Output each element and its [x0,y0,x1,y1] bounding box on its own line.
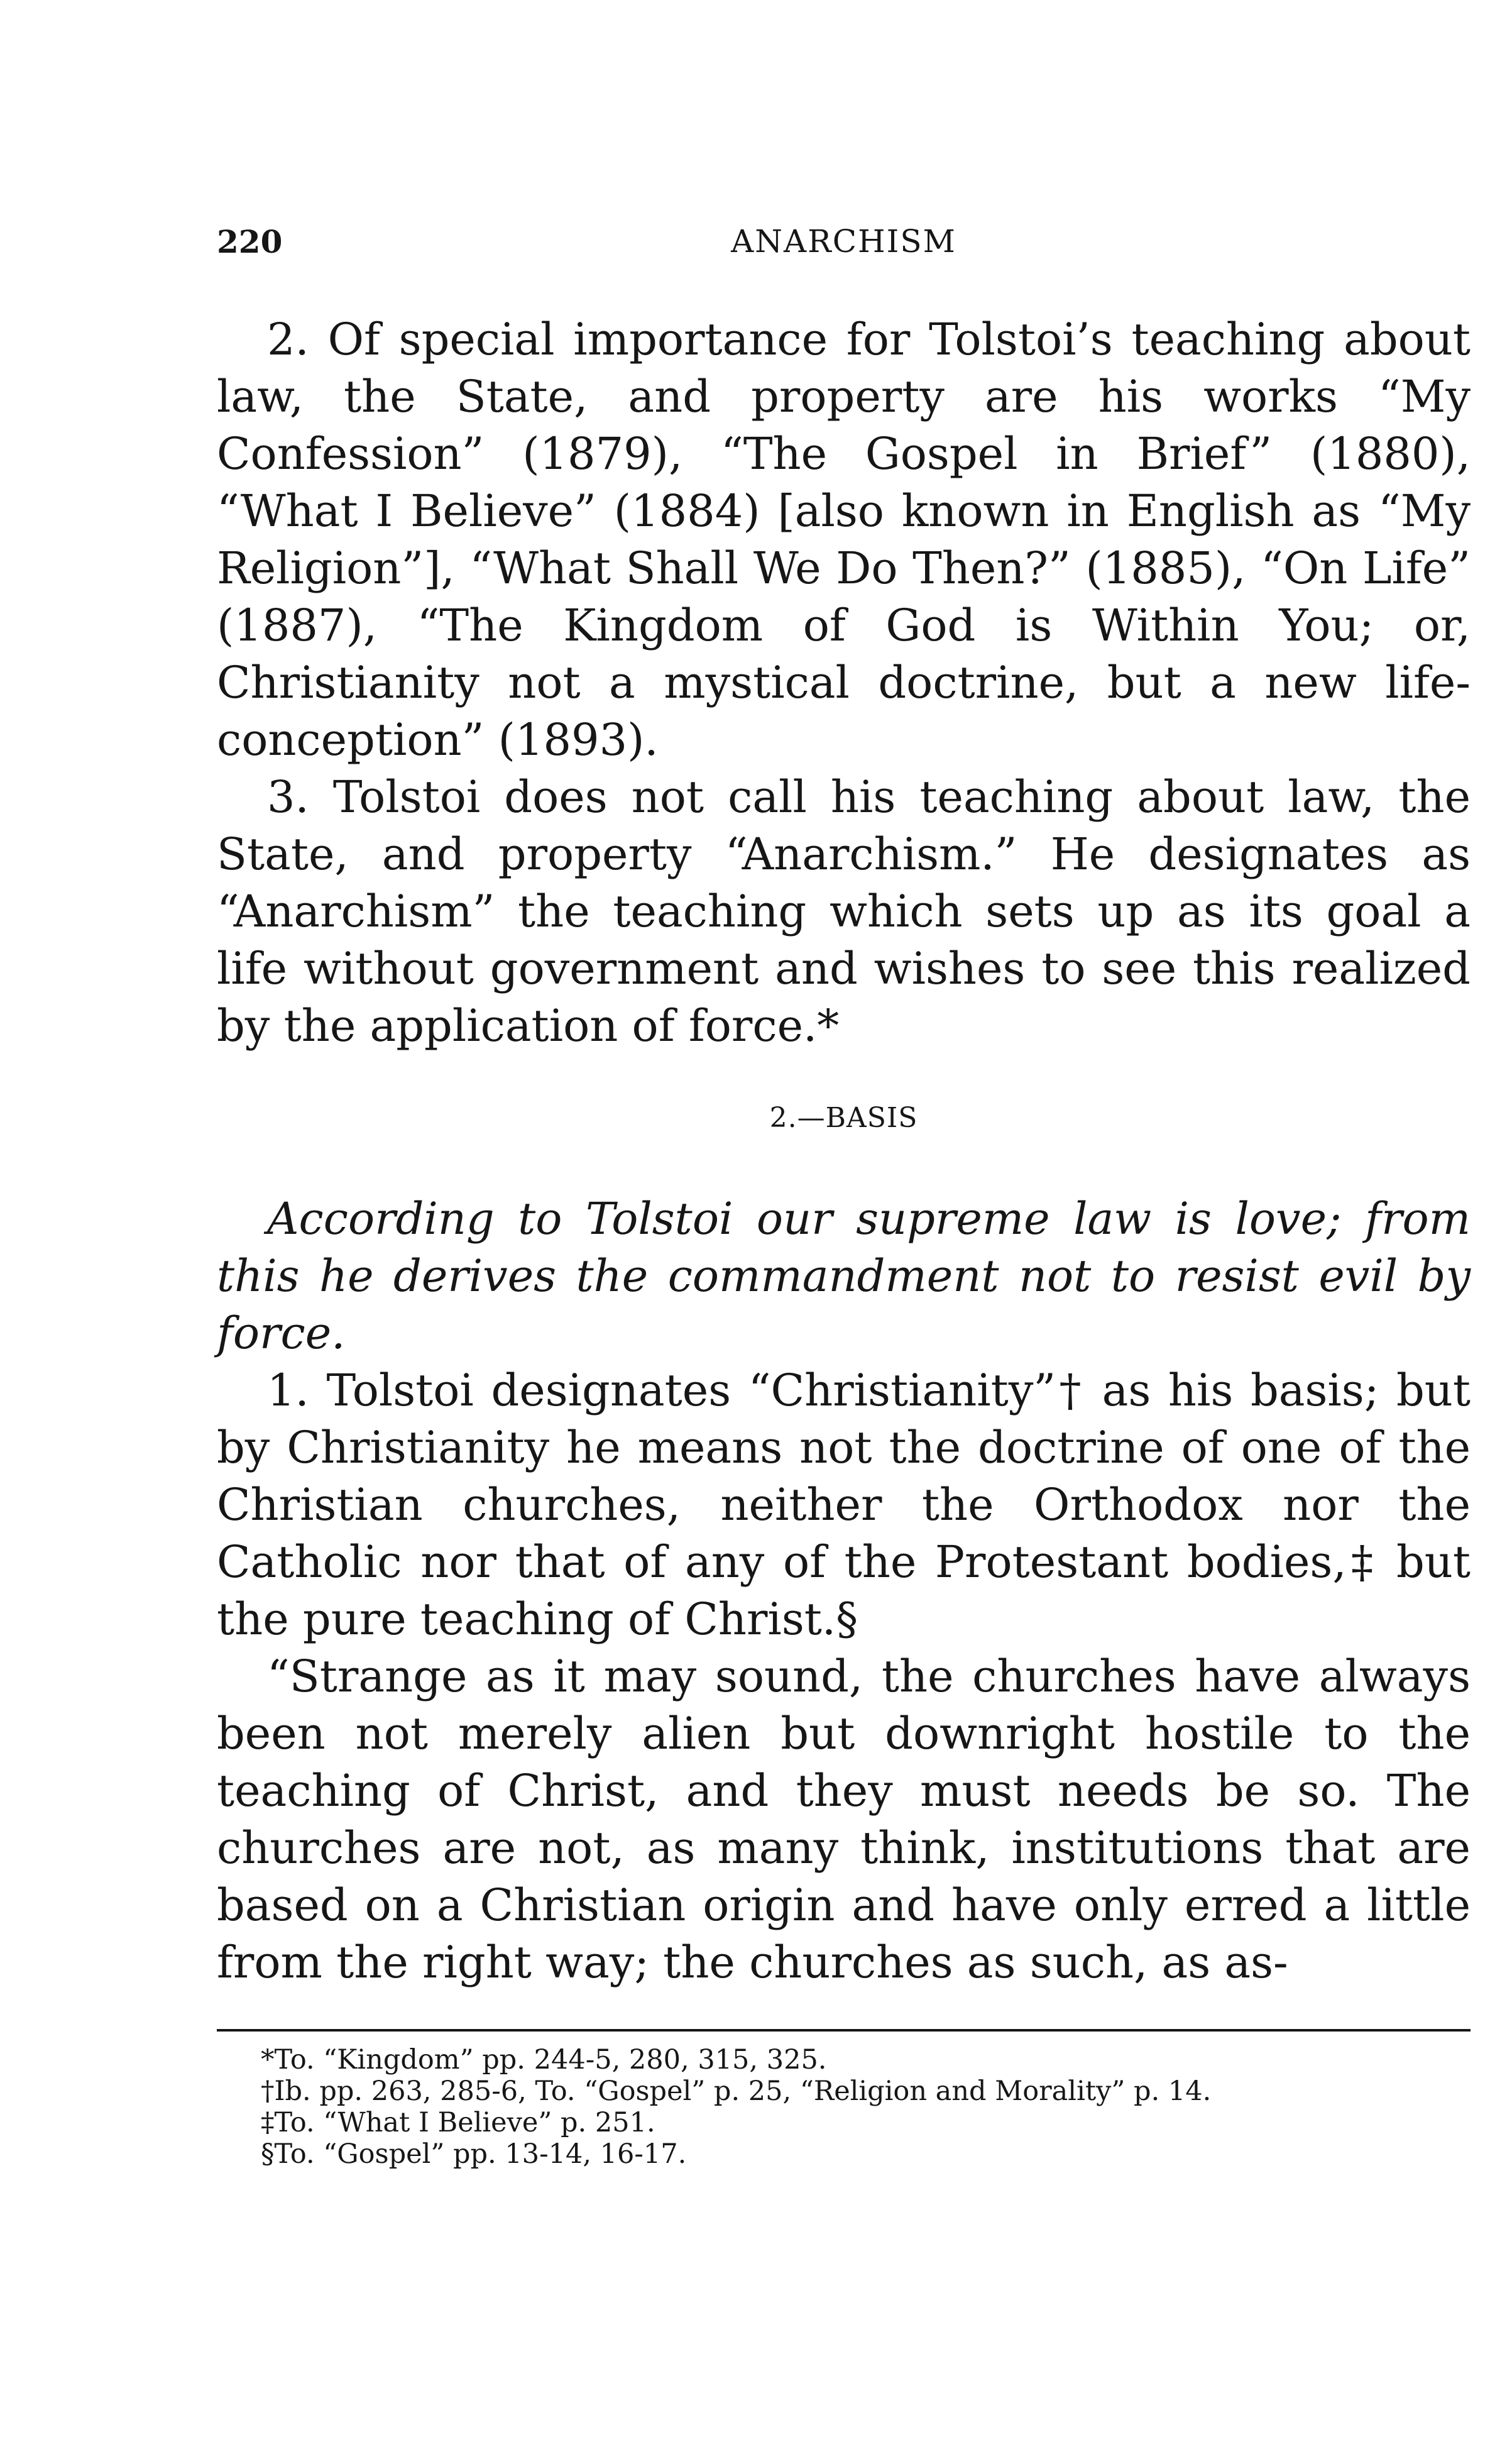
section-summary: According to Tolstoi our supreme law is love; from this he derives the commandment not to resist evil by force. [217,1193,1471,1359]
footnote: ‡To. “What I Believe” p. 251. [261,2107,655,2138]
paragraph-churches-quote: “Strange as it may sound, the churches have always been not merely alien but downright hostile to the teaching of Christ, and they must needs be so. The churches are not, as many think, institutions that are based on a Christian origin and have only erred a little from the right way; the churches as such, as as- [217,1651,1471,1988]
section-heading: 2.—BASIS [769,1102,918,1134]
footnotes [217,2029,1471,2170]
paragraph-christianity-basis: 1. Tolstoi designates “Christianity”† as his basis; but by Christianity he means not the doctrine of one of the Christian churches, neither the Orthodox nor the Catholic nor that of any of the Protestant bodies,‡ but the pure teaching of Christ.§ [217,1365,1471,1645]
book-page [217,223,1471,2170]
running-head [217,223,1471,273]
footnote: *To. “Kingdom” pp. 244-5, 280, 315, 325. [261,2044,827,2076]
paragraph-works: 2. Of special importance for Tolstoi’s teaching about law, the State, and property are his works “My Confession” (1879), “The Gospel in Brief” (1880), “What I Believe” (1884) [also known in English as “My Religion”], “What Shall We Do Then?” (1885), “On Life” (1887), “The Kingdom of God is Within You; or, Christianity not a mystical doctrine, but a new life-conception” (1893). [217,314,1471,766]
footnote: §To. “Gospel” pp. 13-14, 16-17. [261,2138,687,2170]
running-title: ANARCHISM [731,223,956,260]
footnote: †Ib. pp. 263, 285-6, To. “Gospel” p. 25, “Religion and Morality” p. 14. [261,2076,1212,2107]
page-number: 220 [217,223,283,260]
paragraph-anarchism-definition: 3. Tolstoi does not call his teaching about law, the State, and property “Anarchism.” He designates as “Anarchism” the teaching which sets up as its goal a life without government and wishes to see this realized by the application of force.* [217,771,1471,1052]
